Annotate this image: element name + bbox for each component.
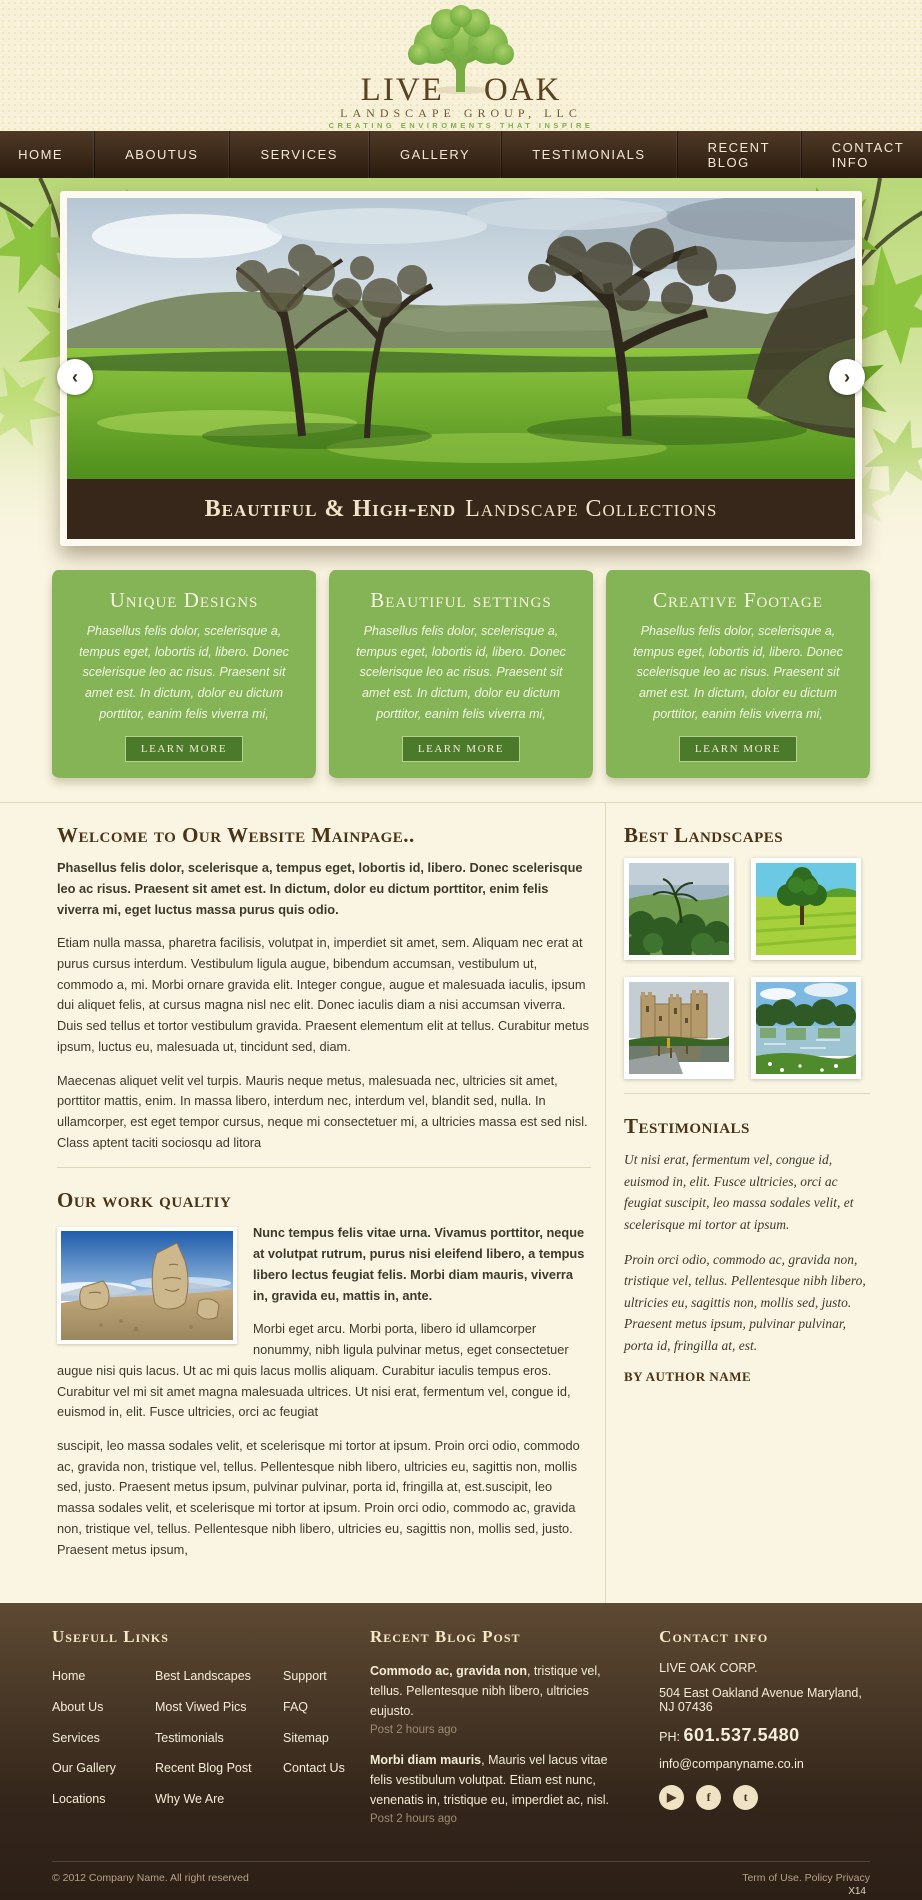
best-landscapes-heading: Best Landscapes [624, 823, 784, 848]
tree-field-image [756, 863, 856, 955]
divider [57, 1167, 591, 1168]
lake-image [756, 982, 856, 1074]
site-footer [0, 1603, 922, 1900]
testimonials-heading: Testimonials [624, 1114, 750, 1139]
blog-post-text: , Mauris vel lacus vitae felis vestibulum volutpat. Etiam est nunc, venenatis in, tristique eu, imperdiet ac, nisl. [370, 1753, 610, 1808]
sidebar [605, 803, 870, 1603]
card-title: Unique Designs [109, 588, 259, 612]
company-address: 504 East Oakland Avenue Maryland, NJ 07436 [659, 1686, 862, 1715]
hero-slider [60, 191, 862, 546]
divider [624, 1093, 870, 1094]
bottom-bar [52, 1861, 870, 1886]
recent-blog-heading: Recent Blog Post [370, 1627, 521, 1647]
site-logo[interactable] [311, 0, 611, 131]
hero-caption-strong: Beautiful & High-end [204, 495, 457, 522]
work-intro: Nunc tempus felis vitae urna. Vivamus porttitor, neque at volutpat rutrum, purus nisi eleifend libero, a tempus libero lectus feugiat felis. Morbi diam mauris, viverra in, gravida eu, mattis in, ante. [253, 1225, 585, 1303]
footer-link-recent-blog-post[interactable]: Recent Blog Post [155, 1761, 252, 1776]
hero-caption-rest: Landscape Collections [465, 495, 718, 522]
hero-section [0, 178, 922, 563]
logo-subtitle: LANDSCAPE GROUP, LLC [340, 106, 582, 120]
learn-more-button[interactable]: LEARN MORE [679, 736, 797, 762]
blog-post-lead: Morbi diam mauris [370, 1753, 482, 1768]
nav-item-testimonials[interactable]: TESTIMONIALS [501, 131, 676, 178]
phone-value: 601.537.5480 [683, 1725, 800, 1746]
facebook-icon[interactable]: f [696, 1785, 721, 1810]
footer-contact-column [659, 1627, 870, 1839]
thumbnail-tree-field[interactable] [751, 858, 861, 960]
work-quality-heading: Our work qualtiy [57, 1188, 232, 1213]
nav-item-home[interactable]: HOME [0, 131, 94, 178]
footer-link-most-viewed-pics[interactable]: Most Viwed Pics [155, 1699, 247, 1714]
card-body: Phasellus felis dolor, scelerisque a, tempus eget, lobortis id, libero. Donec scelerisque leo ac risus. Praesent sit amet est. In dictum, dolor eu dictum porttitor, eanim felis viverra mi, [79, 624, 289, 721]
blog-post-meta: Post 2 hours ago [370, 1724, 457, 1737]
card-unique-designs [52, 570, 316, 778]
main-column [52, 803, 605, 1603]
card-title: Creative Footage [653, 588, 823, 612]
footer-link-testimonials[interactable]: Testimonials [155, 1730, 224, 1745]
main-nav [0, 131, 922, 178]
footer-links-list [283, 1661, 370, 1814]
footer-link-best-landscapes[interactable]: Best Landscapes [155, 1669, 251, 1684]
blog-post-meta: Post 2 hours ago [370, 1813, 457, 1826]
terms-links[interactable]: Term of Use. Policy Privacy [742, 1872, 870, 1885]
content-area [0, 802, 922, 1603]
site-header [0, 0, 922, 131]
learn-more-button[interactable]: LEARN MORE [125, 736, 243, 762]
logo-wordmark [311, 72, 611, 109]
company-name: LIVE OAK CORP. [659, 1661, 758, 1676]
footer-link-faq[interactable]: FAQ [283, 1699, 309, 1714]
thumbnail-jungle[interactable] [624, 858, 734, 960]
twitter-icon[interactable]: t [733, 1785, 758, 1810]
castle-image [629, 982, 729, 1074]
card-creative-footage [606, 570, 870, 778]
work-paragraph: suscipit, leo massa sodales velit, et scelerisque mi tortor at ipsum. Proin orci odio, commodo ac, gravida non, tristique vel, tellus. Pellentesque nibh libero, ultricies eu, sagittis non, mollis sed, justo. Praesent metus ipsum, pulvinar pulvinar, porta id, fringilla at, est.suscipit, leo massa sodales velit, et scelerisque mi tortor at ipsum. Proin orci odio, commodo ac, gravida non, tristique vel, tellus. Pellentesque nibh libero, ultricies eu, sagittis non, mollis sed, justo. Praesent metus ipsum, [57, 1437, 580, 1557]
slider-next-button[interactable]: › [829, 359, 865, 395]
footer-link-locations[interactable]: Locations [52, 1791, 106, 1806]
welcome-intro: Phasellus felis dolor, scelerisque a, tempus eget, lobortis id, libero. Donec scelerisque leo ac risus. Praesent sit amet est. In dictum, dolor eu dictum porttitor, enim felis viverra mi, eget luctus massa purus quis odio. [57, 860, 583, 917]
logo-word-oak: OAK [483, 72, 562, 108]
blog-post-lead: Commodo ac, gravida non [370, 1664, 527, 1679]
footer-links-list [52, 1661, 155, 1814]
card-body: Phasellus felis dolor, scelerisque a, tempus eget, lobortis id, libero. Donec scelerisque leo ac risus. Praesent sit amet est. In dictum, dolor eu dictum porttitor, eanim felis viverra mi, [356, 624, 566, 721]
work-paragraph: Morbi eget arcu. Morbi porta, libero id ullamcorper nonummy, nibh ligula pulvinar metus, eget consectetuer augue nisi quis lacus. Ut ac mi quis lacus mollis aliquam. Curabitur iaculis tempus eros. Curabitur vel mi sit amet magna malesuada ultrices. Ut nisi erat, fermentum vel, congue id, euismod in, elit. Fusce ultricies, orci ac feugiat [57, 1321, 571, 1420]
contact-info-heading: Contact info [659, 1627, 769, 1647]
nav-item-recent-blog[interactable]: RECENT BLOG [677, 131, 801, 178]
footer-blog-column [370, 1627, 659, 1839]
slider-prev-button[interactable]: ‹ [57, 359, 93, 395]
work-quality-photo [57, 1227, 237, 1344]
hero-slide-image [67, 198, 855, 479]
logo-tagline: CREATING ENVIROMENTS THAT INSPIRE [328, 121, 594, 130]
welcome-paragraph: Etiam nulla massa, pharetra facilisis, volutpat in, imperdiet sit amet, sem. Aliquam nec erat at purus cursus interdum. Vestibulum ligula augue, bibendum accumsan, vestibulum ut, commodo a, mi. Morbi ornare gravida elit. Integer congue, augue et malesuada iaculis, ipsum dui aliquet felis, at cursus magna nisl nec elit. Donec iaculis diam a nisi accumsan viverra. Duis sed tellus et tortor vestibulum gravida. Praesent elementum elit at tellus. Curabitur metus ipsum, luctus eu, malesuada ut, tincidunt sed, diam. [57, 935, 590, 1054]
landscape-thumbnails [624, 858, 870, 1079]
version-label: X14 [848, 1886, 866, 1898]
feature-cards [0, 563, 922, 802]
blog-post-text: , tristique vel, tellus. Pellentesque nibh libero, ultricies eujusto. [370, 1664, 601, 1719]
testimonial-quote: Ut nisi erat, fermentum vel, congue id, euismod in, elit. Fusce ultricies, orci ac feugiat suscipit, leo massa sodales velit, et scelerisque mi tortor at ipsum. [624, 1152, 854, 1232]
learn-more-button[interactable]: LEARN MORE [402, 736, 520, 762]
card-body: Phasellus felis dolor, scelerisque a, tempus eget, lobortis id, libero. Donec scelerisque leo ac risus. Praesent sit amet est. In dictum, dolor eu dictum porttitor, eanim felis viverra mi, [633, 624, 843, 721]
footer-link-services[interactable]: Services [52, 1730, 100, 1745]
card-title: Beautiful settings [370, 588, 552, 612]
phone-label: PH: [659, 1730, 681, 1745]
footer-link-about-us[interactable]: About Us [52, 1699, 104, 1714]
footer-link-why-we-are[interactable]: Why We Are [155, 1791, 225, 1806]
welcome-paragraph: Maecenas aliquet velit vel turpis. Mauris neque metus, malesuada nec, ultricies sit amet, porttitor mattis, enim. In massa libero, interdum nec, interdum vel, blandit sed, nulla. In ullamcorper, est eget tempor cursus, neque mi consectetuer mi, a ultricies massa est sed nisl. Class aptent taciti sociosqu ad litora [57, 1072, 588, 1150]
jungle-image [629, 863, 729, 955]
testimonial-author: BY AUTHOR NAME [624, 1369, 752, 1385]
email-address[interactable]: info@companyname.co.in [659, 1757, 804, 1772]
testimonial-quote: Proin orci odio, commodo ac, gravida non, tristique vel, tellus. Pellentesque nibh libero, ultricies eu, sagittis non, mollis sed, justo. Praesent metus ipsum, pulvinar pulvinar, porta id, fringilla at, est. [624, 1251, 866, 1353]
social-links [659, 1785, 870, 1810]
nav-item-aboutus[interactable]: ABOUTUS [94, 131, 229, 178]
useful-links-heading: Usefull Links [52, 1627, 169, 1647]
hero-caption [67, 479, 855, 539]
footer-links-column [52, 1627, 370, 1839]
phone-number [659, 1725, 870, 1746]
footer-links-list [155, 1661, 283, 1814]
logo-word-live: LIVE [360, 72, 444, 108]
welcome-heading: Welcome to Our Website Mainpage.. [57, 823, 415, 848]
card-beautiful-settings [329, 570, 593, 778]
testimonials-block [624, 1114, 870, 1385]
blog-post[interactable] [370, 1661, 619, 1721]
blog-post[interactable] [370, 1750, 619, 1810]
footer-link-home[interactable]: Home [52, 1669, 86, 1684]
thumbnail-castle[interactable] [624, 977, 734, 1079]
footer-link-sitemap[interactable]: Sitemap [283, 1730, 329, 1745]
thumbnail-lake[interactable] [751, 977, 861, 1079]
youtube-icon[interactable]: ▶ [659, 1785, 684, 1810]
copyright-text: © 2012 Company Name. All right reserved [52, 1872, 249, 1885]
footer-link-our-gallery[interactable]: Our Gallery [52, 1761, 116, 1776]
footer-link-contact-us[interactable]: Contact Us [283, 1761, 345, 1776]
nav-item-services[interactable]: SERVICES [229, 131, 369, 178]
nav-item-contact-info[interactable]: CONTACT INFO [801, 131, 922, 178]
footer-link-support[interactable]: Support [283, 1669, 327, 1684]
nav-item-gallery[interactable]: GALLERY [369, 131, 501, 178]
stone-heads-image [61, 1231, 233, 1340]
